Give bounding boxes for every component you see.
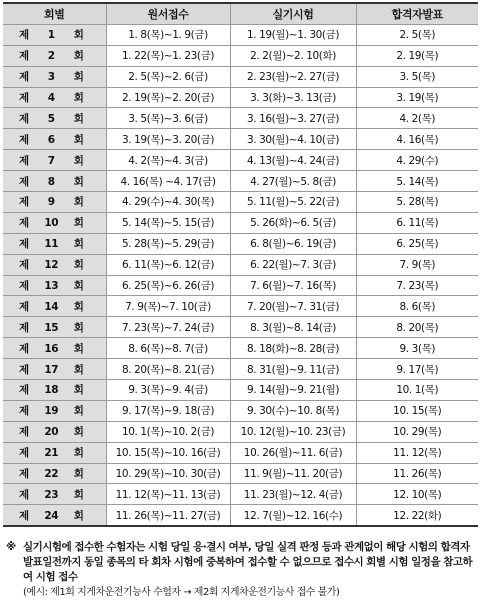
table-row xyxy=(3,380,478,401)
application-cell: 7. 23(목)~7. 24(금) xyxy=(106,317,230,338)
application-cell: 4. 2(목)~4. 3(금) xyxy=(106,150,230,171)
round-cell: 제 8 회 xyxy=(3,171,106,192)
round-cell: 제 9 회 xyxy=(3,192,106,213)
round-cell: 제 14 회 xyxy=(3,296,106,317)
round-cell: 제 17 회 xyxy=(3,359,106,380)
practical-exam-cell: 10. 26(월)~11. 6(금) xyxy=(230,442,356,463)
header-practical-exam: 실기시험 xyxy=(230,3,356,24)
application-cell: 9. 3(목)~9. 4(금) xyxy=(106,380,230,401)
table-row xyxy=(3,150,478,171)
table-row xyxy=(3,275,478,296)
footnote-main xyxy=(6,540,478,585)
announcement-cell: 12. 22(화) xyxy=(356,505,478,526)
announcement-cell: 6. 11(목) xyxy=(356,212,478,233)
practical-exam-cell: 1. 19(월)~1. 30(금) xyxy=(230,24,356,45)
application-cell: 10. 1(목)~10. 2(금) xyxy=(106,421,230,442)
table-row xyxy=(3,296,478,317)
round-cell: 제 18 회 xyxy=(3,380,106,401)
table-row xyxy=(3,129,478,150)
footnote-text: 실기시험에 접수한 수험자는 시험 당일 응·결시 여부, 당일 실격 판정 등과 관계없이 해당 시험의 합격자 발표일전까지 동일 종목의 타 회차 시험에 중복하여 접수할 수 없으므로 접수시 회별 시험 일정을 참고하여 시험 접수 xyxy=(23,541,473,583)
table-row xyxy=(3,212,478,233)
practical-exam-cell: 2. 2(월)~2. 10(화) xyxy=(230,45,356,66)
table-row xyxy=(3,442,478,463)
announcement-cell: 9. 3(목) xyxy=(356,338,478,359)
practical-exam-cell: 8. 18(화)~8. 28(금) xyxy=(230,338,356,359)
round-cell: 제 13 회 xyxy=(3,275,106,296)
announcement-cell: 11. 12(목) xyxy=(356,442,478,463)
round-cell: 제 2 회 xyxy=(3,45,106,66)
practical-exam-cell: 4. 27(월)~5. 8(금) xyxy=(230,171,356,192)
table-row xyxy=(3,233,478,254)
table-row xyxy=(3,66,478,87)
application-cell: 6. 25(목)~6. 26(금) xyxy=(106,275,230,296)
application-cell: 4. 29(수)~4. 30(목) xyxy=(106,192,230,213)
application-cell: 3. 19(목)~3. 20(금) xyxy=(106,129,230,150)
application-cell: 10. 29(목)~10. 30(금) xyxy=(106,463,230,484)
announcement-cell: 2. 5(목) xyxy=(356,24,478,45)
header-application: 원서접수 xyxy=(106,3,230,24)
table-row xyxy=(3,24,478,45)
round-cell: 제 10 회 xyxy=(3,212,106,233)
application-cell: 3. 5(목)~3. 6(금) xyxy=(106,108,230,129)
round-cell: 제 21 회 xyxy=(3,442,106,463)
practical-exam-cell: 4. 13(월)~4. 24(금) xyxy=(230,150,356,171)
round-cell: 제 20 회 xyxy=(3,421,106,442)
announcement-cell: 5. 28(목) xyxy=(356,192,478,213)
announcement-cell: 6. 25(목) xyxy=(356,233,478,254)
footnote-marker: ※ xyxy=(6,541,16,553)
table-row xyxy=(3,338,478,359)
practical-exam-cell: 11. 23(월)~12. 4(금) xyxy=(230,484,356,505)
round-cell: 제 24 회 xyxy=(3,505,106,526)
header-round: 회별 xyxy=(3,3,106,24)
announcement-cell: 10. 15(목) xyxy=(356,400,478,421)
application-cell: 2. 5(목)~2. 6(금) xyxy=(106,66,230,87)
application-cell: 9. 17(목)~9. 18(금) xyxy=(106,400,230,421)
header-announcement: 합격자발표 xyxy=(356,3,478,24)
round-cell: 제 11 회 xyxy=(3,233,106,254)
announcement-cell: 2. 19(목) xyxy=(356,45,478,66)
round-cell: 제 19 회 xyxy=(3,400,106,421)
practical-exam-cell: 6. 8(월)~6. 19(금) xyxy=(230,233,356,254)
application-cell: 6. 11(목)~6. 12(금) xyxy=(106,254,230,275)
round-cell: 제 3 회 xyxy=(3,66,106,87)
footnote-example: (예시: 제1회 지게차운전기능사 수험자 → 제2회 지게차운전기능사 접수 불가) xyxy=(23,587,340,598)
announcement-cell: 3. 5(목) xyxy=(356,66,478,87)
practical-exam-cell: 11. 9(월)~11. 20(금) xyxy=(230,463,356,484)
application-cell: 2. 19(목)~2. 20(금) xyxy=(106,87,230,108)
footnote xyxy=(6,540,478,600)
table-row xyxy=(3,463,478,484)
practical-exam-cell: 12. 7(월)~12. 16(수) xyxy=(230,505,356,526)
table-body xyxy=(3,24,478,526)
announcement-cell: 4. 29(수) xyxy=(356,150,478,171)
table-row xyxy=(3,192,478,213)
announcement-cell: 4. 16(목) xyxy=(356,129,478,150)
practical-exam-cell: 7. 6(월)~7. 16(목) xyxy=(230,275,356,296)
exam-schedule-table xyxy=(3,2,478,527)
table-row xyxy=(3,108,478,129)
practical-exam-cell: 5. 11(월)~5. 22(금) xyxy=(230,192,356,213)
practical-exam-cell: 2. 23(월)~2. 27(금) xyxy=(230,66,356,87)
table-header-row xyxy=(3,3,478,24)
announcement-cell: 8. 6(목) xyxy=(356,296,478,317)
announcement-cell: 10. 29(목) xyxy=(356,421,478,442)
announcement-cell: 7. 23(목) xyxy=(356,275,478,296)
application-cell: 5. 28(목)~5. 29(금) xyxy=(106,233,230,254)
practical-exam-cell: 7. 20(월)~7. 31(금) xyxy=(230,296,356,317)
table-row xyxy=(3,171,478,192)
table-row xyxy=(3,359,478,380)
table-row xyxy=(3,505,478,526)
announcement-cell: 7. 9(목) xyxy=(356,254,478,275)
round-cell: 제 5 회 xyxy=(3,108,106,129)
announcement-cell: 12. 10(목) xyxy=(356,484,478,505)
announcement-cell: 8. 20(목) xyxy=(356,317,478,338)
table-row xyxy=(3,254,478,275)
application-cell: 1. 8(목)~1. 9(금) xyxy=(106,24,230,45)
application-cell: 11. 12(목)~11. 13(금) xyxy=(106,484,230,505)
round-cell: 제 23 회 xyxy=(3,484,106,505)
application-cell: 11. 26(목)~11. 27(금) xyxy=(106,505,230,526)
announcement-cell: 3. 19(목) xyxy=(356,87,478,108)
table-row xyxy=(3,87,478,108)
round-cell: 제 7 회 xyxy=(3,150,106,171)
round-cell: 제 22 회 xyxy=(3,463,106,484)
practical-exam-cell: 6. 22(월)~7. 3(금) xyxy=(230,254,356,275)
practical-exam-cell: 3. 3(화)~3. 13(금) xyxy=(230,87,356,108)
practical-exam-cell: 3. 16(월)~3. 27(금) xyxy=(230,108,356,129)
practical-exam-cell: 3. 30(월)~4. 10(금) xyxy=(230,129,356,150)
practical-exam-cell: 9. 14(월)~9. 21(월) xyxy=(230,380,356,401)
round-cell: 제 16 회 xyxy=(3,338,106,359)
application-cell: 5. 14(목)~5. 15(금) xyxy=(106,212,230,233)
application-cell: 4. 16(목) ~4. 17(금) xyxy=(106,171,230,192)
round-cell: 제 1 회 xyxy=(3,24,106,45)
application-cell: 7. 9(목)~7. 10(금) xyxy=(106,296,230,317)
practical-exam-cell: 8. 31(월)~9. 11(금) xyxy=(230,359,356,380)
announcement-cell: 11. 26(목) xyxy=(356,463,478,484)
practical-exam-cell: 9. 30(수)~10. 8(목) xyxy=(230,400,356,421)
table-row xyxy=(3,400,478,421)
announcement-cell: 5. 14(목) xyxy=(356,171,478,192)
table-row xyxy=(3,484,478,505)
application-cell: 8. 20(목)~8. 21(금) xyxy=(106,359,230,380)
round-cell: 제 6 회 xyxy=(3,129,106,150)
table-row xyxy=(3,45,478,66)
round-cell: 제 4 회 xyxy=(3,87,106,108)
announcement-cell: 10. 1(목) xyxy=(356,380,478,401)
announcement-cell: 4. 2(목) xyxy=(356,108,478,129)
table-row xyxy=(3,421,478,442)
application-cell: 10. 15(목)~10. 16(금) xyxy=(106,442,230,463)
round-cell: 제 15 회 xyxy=(3,317,106,338)
practical-exam-cell: 5. 26(화)~6. 5(금) xyxy=(230,212,356,233)
table-row xyxy=(3,317,478,338)
practical-exam-cell: 8. 3(월)~8. 14(금) xyxy=(230,317,356,338)
application-cell: 8. 6(목)~8. 7(금) xyxy=(106,338,230,359)
round-cell: 제 12 회 xyxy=(3,254,106,275)
application-cell: 1. 22(목)~1. 23(금) xyxy=(106,45,230,66)
announcement-cell: 9. 17(목) xyxy=(356,359,478,380)
practical-exam-cell: 10. 12(월)~10. 23(금) xyxy=(230,421,356,442)
